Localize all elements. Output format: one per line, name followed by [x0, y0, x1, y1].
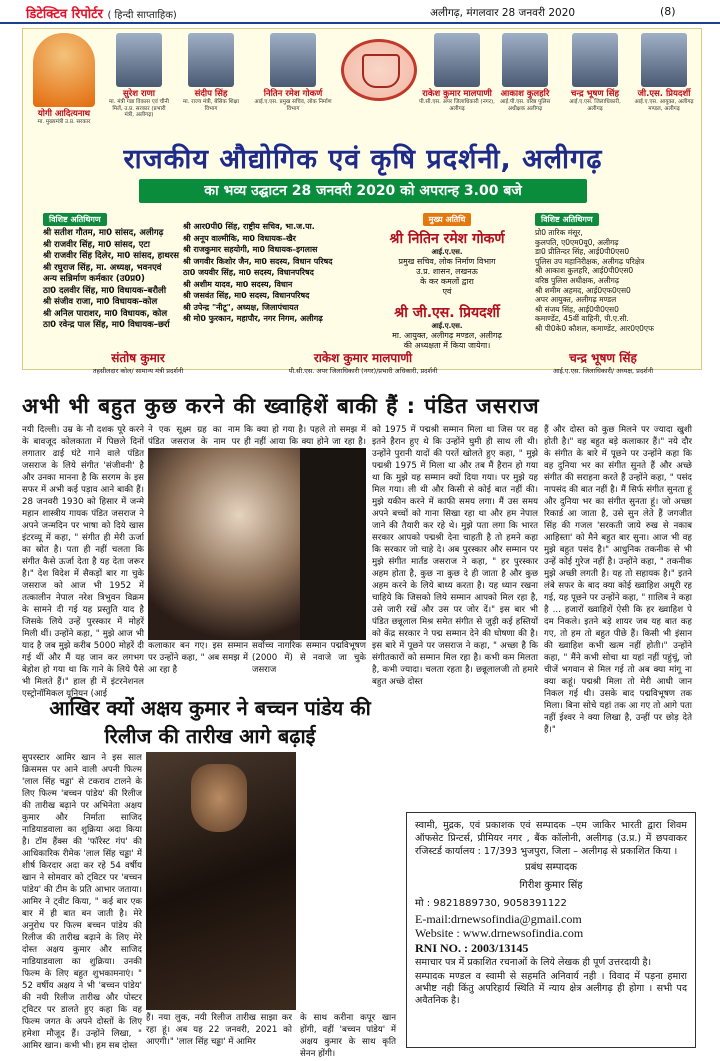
dignitary-photos	[23, 33, 703, 137]
presiding-guest-name: श्री जी.एस. प्रियदर्शी	[394, 305, 500, 321]
chief-guest-line: के कर कमलों द्वारा	[420, 277, 474, 286]
special-guests-label: विशिष्ट अतिथिगण	[535, 213, 599, 226]
signatory	[243, 349, 483, 375]
person-card	[629, 33, 699, 112]
person-name: जी.एस. प्रियदर्शी	[637, 89, 691, 99]
signatory-name: चन्द्र भूषण सिंह	[569, 351, 637, 365]
list-item: अन्य सन्निर्माण कर्मकार (उ0प्र0)	[43, 274, 145, 284]
list-item: श्री रघुराज सिंह, मा. अध्यक्ष, भवनएवं	[43, 262, 162, 273]
person-name: चन्द्र भूषण सिंह	[571, 89, 619, 99]
list-item: श्री राजवीर सिंह दिलेर, मा0 सांसद, हाथरस	[43, 251, 180, 261]
article-column: हैं और दोस्त को कुछ मिलने पर ज्यादा खुशी होती है।" वह बहुत बड़े कलाकार हैं।" नये दौर के संगीत के बारे में पूछने पर उन्होंने कहा कि वह दुनिया भर का संगीत सुनते हैं और अच्छे संगीत की सराहना करते हैं उन्होंने कहा, " पसंद नापसंद की बात नहीं है। मैं सिर्फ संगीत सुनता हूं और दुनिया भर का संगीत सुनता हूं। जो अच्छा रिकार्ड आ जाता है, उसे सुन लेते हैं जगजीत सिंह की गजल 'सरकती जाये रुख से नकाब आहिस्ता' को मैने बहुत बार सुना। आज भी वह मुझे बहुत पसंद है।" आधुनिक तकनीक से भी उन्हें कोई गुरेज नहीं है। उन्होंने कहा, " तकनीक मुझे अच्छी लगती है। यह तो सहायक है।" इतने लंबे सफर के बाद क्या कोई ख्वाहिश अधूरी रह गई, यह पूछने पर उन्होंने कहा, " ग़ालिब ने कहा है ... हजारों ख्वाहिशें ऐसी कि हर ख्वाहिश पे दम निकले। इतने बड़े शायर जब यह बात कह गए, तो हम तो बहुत पीछे हैं। किसी भी इंसान की ख्वाहिश कभी खत्म नहीं होती।" उन्होंने कहा, " मैंने कभी सोचा था यहां नहीं पहुंचूं, जो चीजें भगवान से मिल गई तो अब क्या मांगू ना क्या कहूं। पद्मश्री मिला तो मेरी आधी जान निकल गई थी। उसके बाद पद्मविभूषण तक मिला। बिना सोचे यहां तक आ गए तो आगे पता नहीं ईश्वर ने क्या लिखा है, उन्हीं पर छोड़ देते हैं।"	[544, 425, 692, 735]
imprint-box	[406, 812, 696, 1048]
newspaper-name: डिटेक्टिव रिपोर्टर ( हिन्दी साप्ताहिक)	[26, 7, 177, 22]
article-column: के साथ करीना कपूर खान होंगी, वहीं 'बच्चन पांडेय' में अक्षय कुमार के साथ कृति सेनन होंगी।	[300, 1013, 396, 1059]
exhibition-seal-logo	[341, 39, 417, 101]
email-address: E-mail:drnewsofindia@gmail.com	[415, 911, 582, 926]
list-item: प्रो0 तारिक मंसूर,	[535, 228, 583, 237]
chief-guest-line: उ.प्र. शासन, लखनऊ	[416, 267, 478, 276]
website-address: Website : www.drnewsofindia.com	[415, 926, 584, 940]
person-card	[253, 33, 333, 112]
list-item: श्री राजकुमार सहयोगी, मा0 विधायक–इगलास	[183, 245, 318, 254]
signatory	[53, 349, 223, 375]
person-photo	[502, 33, 548, 87]
list-item: श्री जसवंत सिंह, मा0 सदस्य, विधानपरिषद	[183, 291, 310, 300]
article-column: सर्वोच्च नागरिक सम्मान पद्मविभूषण (2000 में) से नवाजे जा चुके जसराज	[252, 641, 366, 675]
disclaimer-note: सम्पादक मण्डल व स्वामी से सहमति अनिवार्य नही । विवाद में पड़ना हमारा अभीष्ट नही किंतु अपरिहार्य स्थिति में न्याय क्षेत्र अलीगढ़ ही होगा । सभी पद अवैतनिक है।	[415, 971, 687, 1006]
special-guests-middle	[183, 219, 353, 323]
list-item: श्री आकाश कुलहरि, आई0पी0एस0	[535, 266, 634, 276]
person-role: मा. मुख्यमंत्री उ.प्र. सरकार	[37, 119, 91, 125]
exhibition-advertisement	[22, 28, 702, 375]
rni-number: RNI NO. : 2003/13145	[415, 940, 529, 955]
article-column: सुपरस्टार आमिर खान ने इस साल क्रिसमस पर आने वाली अपनी फिल्म 'लाल सिंह चड्ढा' से टकराव टालने के लिए फिल्म 'बच्चन पांडेय' की रिलीज की तारीख बढ़ाने पर अभिनेता अक्षय कुमार और निर्माता साजिद नाडियाडवाला का शुक्रिया अदा किया है। टॉम हैंक्स की 'फॉरेस्ट गंप' की आधिकारिक रीमेक 'लाल सिंह चड्ढा' में शीर्ष किरदार अदा कर रहे 54 वर्षीय खान ने सोमवार को ट्विटर पर 'बच्चन पांडेय' की टीम के प्रति आभार जताया। आमिर ने ट्वीट किया, " कई बार एक बार में ही बात बन जाती है। मेरे अनुरोध पर फिल्म बच्चन पांडेय की रिलीज की तारीख बढ़ाने के लिए मेरे दोस्त अक्षय कुमार और साजिद नाडियाडवाला का शुक्रिया। उनकी फिल्म के लिए बहुत शुभकामनाएं। " 52 वर्षीय अक्षय ने भी 'बच्चन पांडेय' की नयी रिलीज तारीख और पोस्टर ट्विटर पर डालते हुए कहा कि वह फिल्म जगत के अपने दोस्तों के लिए हमेशा मौजूद हैं। उन्होंने लिखा, " आमिर खान। कभी भी। हम सब दोस्त	[22, 753, 142, 1051]
list-item: श्री जगवीर किशोर जैन, मा0 सदस्य, विधान परिषद	[183, 256, 333, 266]
person-card	[419, 33, 495, 112]
person-role: मा. राज्य मंत्री, बेसिक शिक्षा विभाग	[182, 99, 239, 112]
list-item: श्री पी0के0 कौशल, कमाण्डेंट, आर0ए0एफ	[535, 323, 654, 333]
person-role: आई.पी.एस. वरिष्ठ पुलिस अधीक्षक अलीगढ़	[499, 99, 551, 112]
list-item: श्री संजीव राजा, मा0 विधायक–कोल	[43, 297, 158, 307]
person-card	[179, 33, 243, 112]
list-item: कमाण्डेंट, 45वीं वाहिनी, पी.ए.सी.	[535, 314, 629, 324]
list-item: अपर आयुक्त, अलीगढ़ मण्डल	[535, 295, 617, 305]
person-role: आई.ए.एस. जिलाधिकारी, अलीगढ़	[569, 99, 621, 112]
chief-guest-name: श्री नितिन रमेश गोकर्ण	[389, 231, 505, 247]
person-name: नितिन रमेश गोकर्ण	[263, 89, 323, 99]
list-item: ठा0 रवेन्द्र पाल सिंह, मा0 विधायक–छर्रा	[43, 320, 170, 330]
person-card	[107, 33, 171, 119]
signatory-name: राकेश कुमार मालपाणी	[313, 351, 413, 365]
person-card	[493, 33, 557, 112]
person-photo	[270, 33, 316, 87]
inauguration-banner: का भव्य उद्घाटन 28 जनवरी 2020 को अपरान्ह 3.00 बजे	[139, 179, 587, 203]
photo-caption: कलाकार बन गए। इस सम्मान पर उन्होंने कहा, " अब समझ में आ रहा है	[148, 641, 248, 675]
article-headline: आखिर क्यों अक्षय कुमार ने बच्चन पांडेय की रिलीज की तारीख आगे बढ़ाई	[49, 696, 371, 748]
person-role: आई.ए.एस. आयुक्त, अलीगढ़ मण्डल, अलीगढ़	[634, 99, 694, 112]
article-headline: अभी भी बहुत कुछ करने की ख्वाहिशें बाकी हैं : पंडित जसराज	[22, 394, 540, 418]
article-column: नयी दिल्ली। उम्र के नौ दशक पूरे करने के बावजूद कोलकाता में पिछले दिनों लगातार ढाई घंटे गाने वाले पंडित जसराज के लिये संगीत 'संजीवनी' है और उनका मानना है कि सरगम के इस सफर में अभी कई पड़ाव आने बाकी हैं। 28 जनवरी 1930 को हिसार में जन्मे महान शास्त्रीय गायक पंडित जसराज ने अपने जन्मदिन पर भाषा को दिये खास इंटरव्यू में कहा, " संगीत ही मेरी ऊर्जा का स्रोत है। पता ही नहीं चलता कि संगीत कैसे ऊर्जा देता है यह देता जरूर है।" देश विदेश में सैकड़ों बार गा चुके जसराज को आज भी 1952 में तत्कालीन नेपाल नरेश त्रिभुवन विक्रम के सामने दी गई यह प्रस्तुति याद है जिसके लिये उन्हें पुरस्कार में मोहरें मिली थीं। उन्होंने कहा, " मुझे आज भी याद है जब मुझे करीब 5000 मोहरें दी गई थीं और मैं यह जान कर लगभग बेहोश हो गया था कि गाने के लिये पैसे भी मिलते हैं।" हाल ही में इंटरनेशनल एस्ट्रोनॉमिकल यूनियन (आई	[22, 425, 144, 699]
person-photo	[33, 33, 95, 107]
presiding-guest-line: की अध्यक्षता में किया जायेगा।	[403, 341, 491, 350]
presiding-guest-degree: आई.ए.एस.	[431, 322, 463, 330]
person-role: मा. मंत्री गन्ना विकास एवं चीनी मिलें, उ.प्र. सरकार (प्रभारी मंत्री, अलीगढ़)	[109, 99, 169, 118]
chief-guest-label: मुख्य अतिथि	[423, 213, 472, 226]
editor-name: गिरीश कुमार सिंह	[519, 879, 583, 891]
signatory-name: संतोष कुमार	[111, 351, 165, 365]
list-item: पुलिस उप महानिरीक्षक, अलीगढ़ परिक्षेत्र	[535, 256, 645, 266]
person-name: सुरेश राणा	[123, 89, 155, 99]
list-item: श्री संजय सिंह, आई0पी0एस0	[535, 304, 619, 314]
list-item: श्री शमीम अहमद, आई0एफ0एस0	[535, 285, 631, 295]
akshay-kumar-photo	[146, 752, 296, 1010]
person-role: पी.सी.एस. अपर जिलाधिकारी (नगर), अलीगढ़	[419, 99, 495, 112]
person-photo	[434, 33, 480, 87]
editor-label: प्रबंध सम्पादक	[525, 862, 577, 873]
pandit-jasraj-photo	[148, 448, 300, 640]
list-item: श्री अनूप वाल्मीकि, मा0 विधायक–खैर	[183, 233, 296, 243]
newspaper-type: ( हिन्दी साप्ताहिक)	[107, 10, 177, 21]
person-card	[27, 33, 101, 126]
signatory-role: आई.ए.एस. जिलाधिकारी/ अध्यक्ष, प्रदर्शनी	[552, 367, 654, 375]
signatories	[23, 349, 703, 375]
list-item: वरिष्ठ पुलिस अधीक्षक, अलीगढ़	[535, 275, 620, 285]
list-item: ठा0 जयवीर सिंह, मा0 सदस्य, विधानपरिषद	[183, 268, 314, 277]
special-guests-label: विशिष्ट अतिथिगण	[43, 213, 107, 226]
signatory	[513, 349, 693, 375]
exhibition-title: राजकीय औद्योगिक एवं कृषि प्रदर्शनी, अलीगढ़	[123, 144, 603, 175]
chief-guest-block	[359, 207, 535, 350]
article-column: हैं। नया लुक, नयी रिलीज तारीख साझा कर रहा हूं। अब यह 22 जनवरी, 2021 को आएगी।" 'लाल सिंह चड्ढा' में आमिर	[146, 1013, 292, 1047]
mobile-numbers: मो : 9821889730, 9058391122	[415, 898, 567, 909]
person-photo	[116, 33, 162, 87]
person-photo	[188, 33, 234, 87]
list-item: श्री मो0 फुरकान, महापौर, नगर निगम, अलीगढ़	[183, 314, 323, 323]
chief-guest-line: प्रमुख सचिव, लोक निर्माण विभाग	[398, 257, 496, 266]
list-item: ठा0 दलवीर सिंह, मा0 विधायक–बरौली	[43, 285, 167, 296]
person-name: योगी आदित्यनाथ	[37, 109, 91, 119]
person-name: राकेश कुमार मालपाणी	[422, 89, 492, 99]
signatory-role: तहसीलदार कोल/ सामान्य मंत्री प्रदर्शनी	[92, 367, 184, 375]
list-item: श्री उपेन्द्र "नीटू", अध्यक्ष, जिलापंचायत	[183, 302, 299, 312]
publisher-statement: स्वामी, मुद्रक, एवं प्रकाशक एवं सम्पादक –एम जाकिर भारती द्वारा शिवम ऑफसेट प्रिन्टर्स, प्रीमियर नगर , बैंक कॉलोनी, अलीगढ़ (उ.प्र.) में छपवाकर रजिस्टर्ड कार्यालय : 17/393 भुजपुरा, जिला – अलीगढ़ से प्रकाशित किया ।	[415, 820, 687, 857]
disclaimer-note: समाचार पत्र में प्रकाशित रचनाओं के लिये लेखक ही पूर्ण उत्तरदायी है।	[415, 957, 652, 968]
presiding-guest-line: मा. आयुक्त, अलीगढ़ मण्डल, अलीगढ़	[392, 331, 502, 340]
guest-list	[183, 221, 353, 325]
person-name: संदीप सिंह	[194, 89, 228, 99]
chief-guest-line: एवं	[442, 287, 452, 296]
person-photo	[641, 33, 687, 87]
photo-background	[300, 448, 366, 640]
article-column: को 1975 में पद्मश्री सम्मान मिला था जिस पर वह इतने हैरान हुए थे कि उन्होंने घुमी ही साथ ली थी। उन्होंने पुरानी यादों की परतें खोलते हुए कहा, " मुझे पद्मश्री 1975 में मिला था और तब मैं हैरान हो गया था कि मुझे यह सम्मान क्यों दिया गया। पर मुझे यह मिल गया। ली थी और किसी से कोई बात नहीं की। मुझे यकीन करने में काफी समय लगा। मैं उस समय अपने बच्चों को गाना सिखा रहा था और हम नेपाल जाने की तैयारी कर रहे थे। मुझे पता लगा कि भारत सरकार आपको पद्मश्री देना चाहती है तो हमने कहा कि सरकार जो चाहे दे। अब पुरस्कार और सम्मान पर मुझे संगीत मार्तंड जसराज ने कहा, " हर पुरस्कार अहम होता है, कुछ ना कुछ दे ही जाता है और कुछ अहम करने के लिये बाध्य करता है। यह ध्यान रखना चाहिये कि जिसको लिये सम्मान आपको मिल रहा है, उसे जारी रखें और उस पर जोर दें।" इस बार भी पंडित छन्नूलाल मिश्र समेत संगीत से जुड़ी कई हस्तियों को केंद्र सरकार ने पद्म सम्मान देने की घोषणा की है। इस बारे में पूछने पर जसराज ने कहा, " अच्छा है कि संगीतकारों को सम्मान मिल रहा है। कभी कम मिलता है, कभी ज्यादा। चलता रहता है। छन्नूलालजी तो हमारे बहुत अच्छे दोस्त	[372, 425, 538, 687]
article-column: ने एक सूक्ष्म ग्रह का नाम पंडित जसराज के नाम पर	[148, 425, 240, 447]
dateline: अलीगढ़, मंगलवार 28 जनवरी 2020	[430, 7, 576, 19]
article-column: कि क्या हो गया है। पहले तो समझ में ही नहीं आया कि क्या होने जा रहा है।	[244, 425, 366, 447]
list-item: डा0 प्रीतिन्दर सिंह, आई0पी0एस0	[535, 247, 630, 257]
signatory-role: पी.सी.एस. अपर जिलाधिकारी (नगर)/प्रभारी अधिकारी, प्रदर्शनी	[288, 367, 438, 375]
list-item: कुलपति, ए0एम0यू0, अलीगढ़	[535, 237, 619, 247]
chief-guest-degree: आई.ए.एस.	[431, 248, 463, 256]
person-photo	[572, 33, 618, 87]
person-name: आकाश कुलहरि	[500, 89, 550, 99]
guest-list	[535, 228, 701, 334]
list-item: श्री आर0पी0 सिंह, राष्ट्रीय सचिव, भा.ज.पा.	[183, 222, 315, 231]
masthead	[0, 0, 720, 24]
list-item: श्री अशीम यादव, मा0 सदस्य, विधान	[183, 279, 293, 289]
person-card	[563, 33, 627, 112]
list-item: श्री अनिल पाराशर, मा0 विधायक, कोल	[43, 308, 168, 319]
list-item: श्री राजवीर सिंह, मा0 सांसद, एटा	[43, 239, 150, 250]
list-item: श्री सतीश गौतम, मा0 सांसद, अलीगढ़	[43, 228, 164, 238]
person-role: आई.ए.एस. प्रमुख सचिव, लोक निर्माण विभाग	[254, 99, 332, 112]
page-number: (8)	[660, 5, 676, 18]
special-guests-right	[535, 207, 701, 333]
